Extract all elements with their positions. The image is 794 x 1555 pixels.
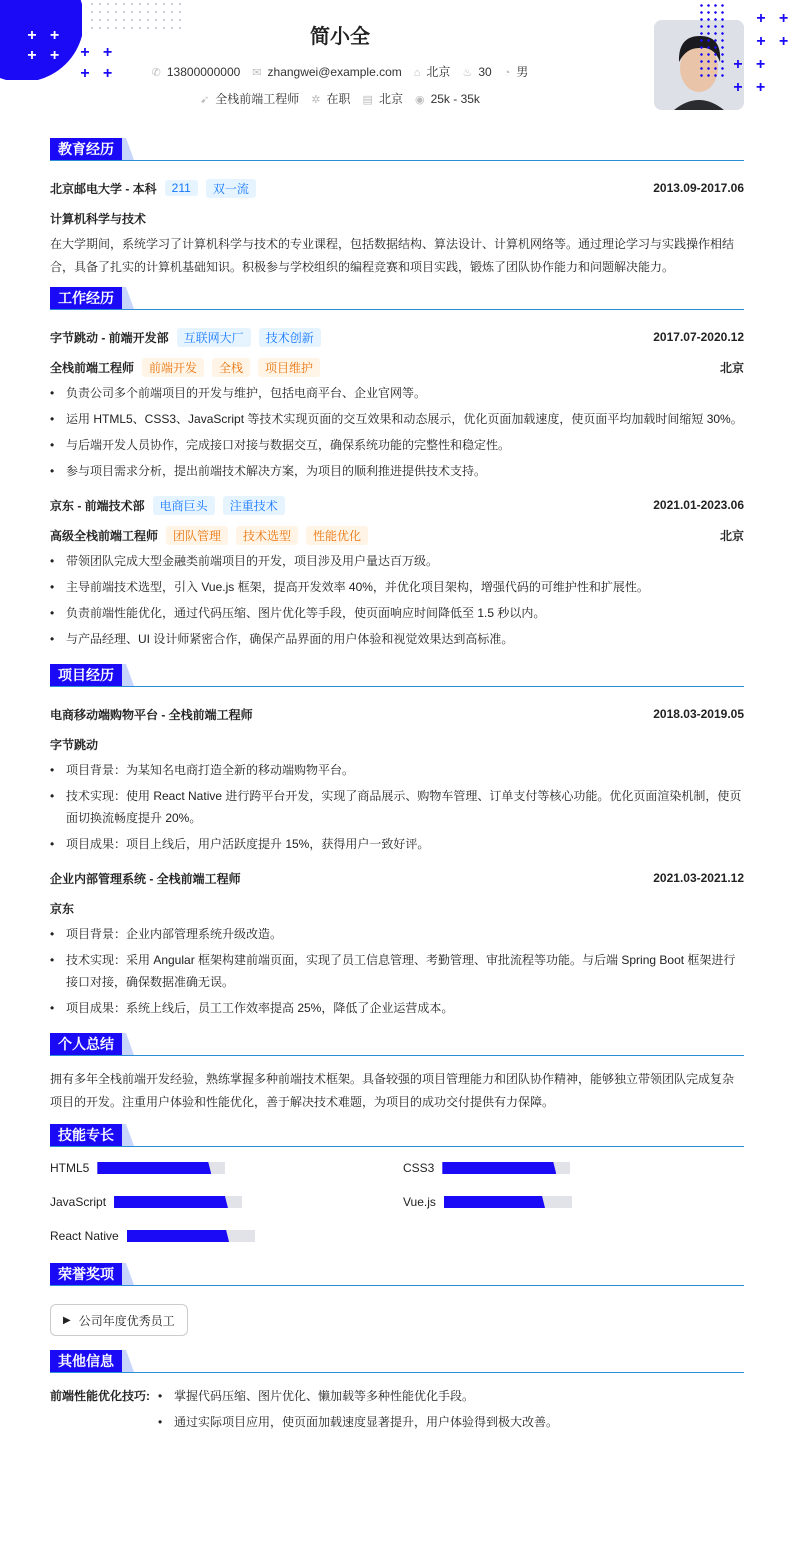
city: 北京: [719, 528, 744, 543]
skill-bar-fill: [97, 1162, 211, 1174]
salary-icon: ◉: [414, 94, 425, 106]
project-entry: [50, 699, 744, 855]
tag: 技术选型: [236, 526, 298, 545]
school: 北京邮电大学 - 本科: [50, 181, 157, 196]
skill-item: [50, 1227, 403, 1245]
tag: 项目维护: [258, 358, 320, 377]
major: 计算机科学与技术: [50, 211, 147, 226]
skill-bar: [442, 1162, 570, 1174]
candidate-name: 简小全: [310, 26, 370, 48]
list-item: • 参与项目需求分析，提出前端技术解决方案，为项目的顺利推进提供技术支持。: [50, 460, 744, 482]
skill-name: Vue.js: [403, 1195, 436, 1209]
gender-icon: ◔: [503, 67, 511, 79]
date: 2018.03-2019.05: [653, 707, 744, 721]
plus-icon: + +: [756, 33, 788, 50]
send-icon: ➹: [200, 94, 210, 106]
role: 高级全栈前端工程师: [50, 528, 159, 543]
info-item: [200, 92, 299, 106]
list-item: • 带领团队完成大型金融类前端项目的开发，项目涉及用户量达百万级。: [50, 550, 744, 572]
info-text: 北京: [378, 92, 403, 106]
info-item: [504, 65, 529, 79]
info-text: 全栈前端工程师: [215, 92, 300, 106]
skill-name: JavaScript: [50, 1195, 107, 1209]
list-item: • 项目成果：系统上线后，员工工作效率提高 25%，降低了企业运营成本。: [50, 997, 744, 1019]
list-item: • 主导前端技术选型，引入 Vue.js 框架，提高开发效率 40%，并优化项目架构，增强代码的可维护性和扩展性。: [50, 576, 744, 598]
list-item: • 负责前端性能优化，通过代码压缩、图片优化等手段，使页面响应时间降低至 1.5 秒以内。: [50, 602, 744, 624]
date: 2013.09-2017.06: [653, 181, 744, 195]
status-icon: ✲: [311, 94, 321, 106]
skill-bar-fill: [444, 1196, 545, 1208]
info-item: [311, 92, 350, 106]
plus-icon: + +: [27, 27, 59, 44]
info-text: 30: [478, 65, 492, 79]
info-text: 男: [516, 65, 529, 79]
project-name: 企业内部管理系统 - 全栈前端工程师: [50, 871, 241, 886]
mail-icon: ✉: [252, 67, 262, 79]
section-work: [50, 287, 744, 310]
list-item: • 掌握代码压缩、图片优化、懒加载等多种性能优化手段。: [158, 1385, 558, 1407]
other-info: [50, 1385, 744, 1445]
company: 字节跳动 - 前端开发部: [50, 330, 169, 345]
plus-icon: + +: [756, 10, 788, 27]
tag: 互联网大厂: [177, 328, 251, 347]
project-row: [50, 699, 744, 729]
plus-icon: + +: [27, 47, 59, 64]
project-entry: [50, 863, 744, 1019]
work-entry: [50, 490, 744, 650]
section-awards: [50, 1263, 744, 1286]
skill-bar: [97, 1162, 225, 1174]
tag: 电商巨头: [153, 496, 215, 515]
info-item: [462, 65, 491, 79]
list-item: • 项目背景：为某知名电商打造全新的移动端购物平台。: [50, 759, 744, 781]
skill-name: HTML5: [50, 1161, 90, 1175]
resume-body: [50, 138, 744, 1445]
job-row: [0, 90, 680, 107]
list-item: • 通过实际项目应用，使页面加载速度显著提升，用户体验得到极大改善。: [158, 1411, 558, 1433]
info-item: [152, 65, 241, 79]
list-item: • 运用 HTML5、CSS3、JavaScript 等技术实现页面的交互效果和动态展示，优化页面加载速度，使页面平均加载时间缩短 30%。: [50, 408, 744, 430]
section-title: 项目经历: [50, 664, 122, 686]
list-item: • 技术实现：采用 Angular 框架构建前端页面，实现了员工信息管理、考勤管理、审批流程等功能。与后端 Spring Boot 框架进行接口对接，确保数据准确无误。: [50, 949, 744, 993]
tag: 技术创新: [259, 328, 321, 347]
section-title: 工作经历: [50, 287, 122, 309]
list-item: • 项目成果：项目上线后，用户活跃度提升 15%，获得用户一致好评。: [50, 833, 744, 855]
summary-text: 拥有多年全栈前端开发经验，熟练掌握多种前端技术框架。具备较强的项目管理能力和团队协作精神，能够独立带领团队完成复杂项目的开发。注重用户体验和性能优化，善于解决技术难题，为项目的成功交付提供有力保障。: [50, 1072, 735, 1109]
education-desc: 在大学期间，系统学习了计算机科学与技术的专业课程，包括数据结构、算法设计、计算机网络等。通过理论学习与实践操作相结合，具备了扎实的计算机基础知识。积极参与学校组织的编程竞赛和项目实践，锻炼了团队协作能力和问题解决能力。: [50, 237, 735, 274]
info-text: zhangwei@example.com: [267, 65, 402, 79]
list-item: • 与后端开发人员协作，完成接口对接与数据交互，确保系统功能的完整性和稳定性。: [50, 434, 744, 456]
tag: 全栈: [212, 358, 250, 377]
date: 2021.01-2023.06: [653, 498, 744, 512]
tag: 前端开发: [142, 358, 204, 377]
list-item: • 项目背景：企业内部管理系统升级改造。: [50, 923, 744, 945]
role: 全栈前端工程师: [50, 360, 135, 375]
skill-item: [403, 1193, 744, 1211]
section-projects: [50, 664, 744, 687]
role-row: [50, 520, 744, 550]
info-item: [363, 92, 403, 106]
project-row: [50, 863, 744, 893]
decor-dots-blue: [698, 2, 728, 80]
section-title: 教育经历: [50, 138, 122, 160]
section-title: 个人总结: [50, 1033, 122, 1055]
project-company: 京东: [50, 901, 75, 916]
award-item[interactable]: [50, 1304, 188, 1336]
skill-item: [50, 1159, 403, 1177]
other-label: 前端性能优化技巧:: [50, 1389, 150, 1403]
contact-row: [0, 63, 680, 80]
company-row: [50, 322, 744, 352]
skill-bar: [444, 1196, 572, 1208]
section-education: [50, 138, 744, 161]
plus-icon: + +: [733, 79, 765, 96]
section-summary: [50, 1033, 744, 1056]
section-other: [50, 1350, 744, 1373]
date: 2021.03-2021.12: [653, 871, 744, 885]
date: 2017.07-2020.12: [653, 330, 744, 344]
project-company: 字节跳动: [50, 737, 99, 752]
section-title: 技能专长: [50, 1124, 122, 1146]
skill-bar: [127, 1230, 255, 1242]
company-row: [50, 490, 744, 520]
section-title: 荣誉奖项: [50, 1263, 122, 1285]
skill-bar-fill: [442, 1162, 556, 1174]
skill-bar-fill: [127, 1230, 229, 1242]
phone-icon: ✆: [151, 67, 161, 79]
info-text: 25k - 35k: [430, 92, 480, 106]
list-item: • 负责公司多个前端项目的开发与维护，包括电商平台、企业官网等。: [50, 382, 744, 404]
skill-item: [50, 1193, 403, 1211]
info-item: [414, 65, 451, 79]
tag: 性能优化: [306, 526, 368, 545]
skill-name: React Native: [50, 1229, 119, 1243]
info-item: [415, 92, 480, 106]
list-item: • 与产品经理、UI 设计师紧密合作，确保产品界面的用户体验和视觉效果达到高标准。: [50, 628, 744, 650]
tag: 团队管理: [166, 526, 228, 545]
skill-bar-fill: [114, 1196, 228, 1208]
age-icon: ♨: [462, 67, 473, 79]
building-icon: ▤: [362, 94, 373, 106]
skill-bar: [114, 1196, 242, 1208]
section-title: 其他信息: [50, 1350, 122, 1372]
skill-name: CSS3: [403, 1161, 435, 1175]
tag: 双一流: [206, 179, 256, 198]
work-entry: [50, 322, 744, 482]
home-icon: ⌂: [413, 67, 421, 79]
info-text: 北京: [426, 65, 451, 79]
caret-right-icon: ▶: [63, 1314, 71, 1326]
role-row: [50, 352, 744, 382]
plus-icon: + +: [733, 56, 765, 73]
info-text: 13800000000: [166, 65, 241, 79]
section-skills: [50, 1124, 744, 1147]
education-row: [50, 173, 744, 203]
plus-icon: + +: [80, 65, 112, 82]
project-name: 电商移动端购物平台 - 全栈前端工程师: [50, 707, 253, 722]
tag: 注重技术: [223, 496, 285, 515]
skill-item: [403, 1159, 744, 1177]
plus-icon: + +: [80, 44, 112, 61]
info-text: 在职: [326, 92, 351, 106]
tag: 211: [165, 180, 198, 196]
award-label: 公司年度优秀员工: [78, 1313, 175, 1328]
company: 京东 - 前端技术部: [50, 498, 145, 513]
info-item: [252, 65, 401, 79]
city: 北京: [719, 360, 744, 375]
list-item: • 技术实现：使用 React Native 进行跨平台开发，实现了商品展示、购物车管理、订单支付等核心功能。优化页面渲染机制，使页面切换流畅度提升 20%。: [50, 785, 744, 829]
